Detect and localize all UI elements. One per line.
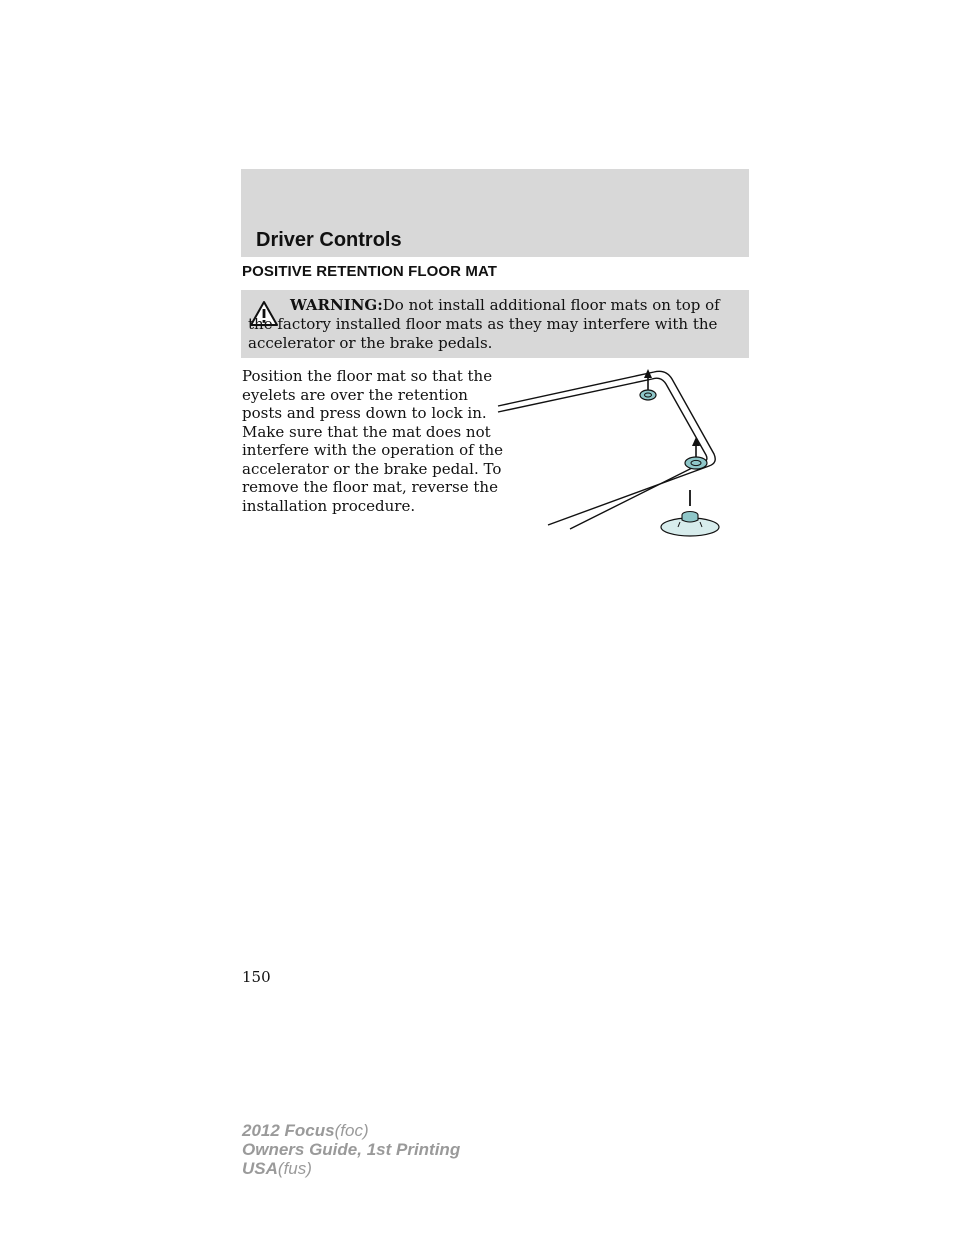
footer-guide: Owners Guide, 1st Printing bbox=[242, 1140, 461, 1159]
footer-region: USA bbox=[242, 1159, 278, 1178]
warning-label: WARNING: bbox=[290, 296, 383, 314]
warning-box bbox=[241, 290, 749, 358]
section-heading: POSITIVE RETENTION FLOOR MAT bbox=[242, 263, 498, 280]
footer-model-code: (foc) bbox=[334, 1121, 369, 1140]
warning-text bbox=[248, 296, 738, 353]
page-number: 150 bbox=[242, 968, 271, 986]
warning-message: Do not install additional floor mats on top of the factory installed floor mats as they may interfere with the accelerator or the brake pedals. bbox=[248, 296, 720, 352]
section-header-band bbox=[241, 169, 749, 257]
footer-model: 2012 Focus bbox=[242, 1121, 335, 1140]
body-paragraph: Position the floor mat so that the eyelets are over the retention posts and press down to lock in. Make sure that the mat does not interfere with the operation of the accelerator or the brake pedal. To remove the floor mat, reverse the installation procedure. bbox=[242, 367, 504, 515]
document-footer bbox=[242, 1121, 460, 1178]
floor-mat-retention-diagram bbox=[494, 362, 736, 544]
section-title: Driver Controls bbox=[256, 229, 402, 251]
footer-region-code: (fus) bbox=[277, 1159, 312, 1178]
